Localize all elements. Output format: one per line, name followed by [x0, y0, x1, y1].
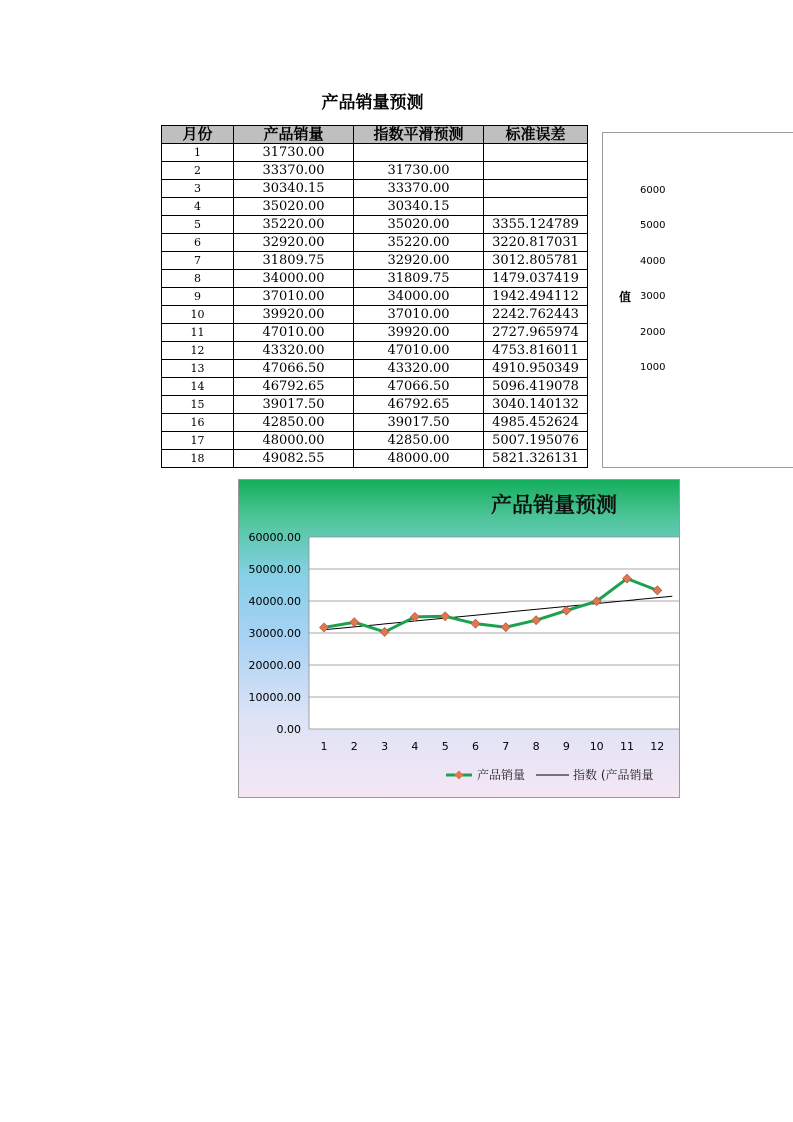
cell-forecast: 32920.00 [354, 252, 484, 270]
table-row [162, 198, 588, 216]
cell-month: 7 [162, 252, 234, 270]
cell-stderr [484, 144, 588, 162]
x-tick-label: 12 [650, 740, 665, 753]
cell-stderr: 1479.037419 [484, 270, 588, 288]
cell-sales: 37010.00 [234, 288, 354, 306]
cell-month: 4 [162, 198, 234, 216]
x-tick-label: 9 [562, 740, 570, 753]
cell-forecast: 30340.15 [354, 198, 484, 216]
forecast-table [161, 125, 588, 468]
cell-forecast: 47066.50 [354, 378, 484, 396]
cell-sales: 46792.65 [234, 378, 354, 396]
cell-month: 18 [162, 450, 234, 468]
header-sales: 产品销量 [234, 126, 354, 144]
cell-sales: 47066.50 [234, 360, 354, 378]
cell-forecast: 43320.00 [354, 360, 484, 378]
table-row [162, 144, 588, 162]
cell-sales: 30340.15 [234, 180, 354, 198]
table-row [162, 216, 588, 234]
y-tick-label: 50000.00 [248, 563, 301, 576]
y-tick-label: 10000.00 [248, 691, 301, 704]
legend-series-label: 产品销量 [477, 768, 526, 782]
side-chart-tick: 5000 [640, 220, 666, 231]
table-row [162, 252, 588, 270]
table-row [162, 360, 588, 378]
cell-forecast: 31809.75 [354, 270, 484, 288]
x-tick-label: 5 [441, 740, 449, 753]
cell-month: 14 [162, 378, 234, 396]
side-chart-tick: 4000 [640, 256, 666, 267]
cell-sales: 34000.00 [234, 270, 354, 288]
cell-month: 16 [162, 414, 234, 432]
side-chart-tick: 1000 [640, 362, 666, 373]
y-tick-label: 0.00 [276, 723, 301, 736]
table-header-row [162, 126, 588, 144]
legend-series-marker [455, 771, 464, 780]
x-tick-label: 8 [532, 740, 540, 753]
table-row [162, 306, 588, 324]
header-forecast: 指数平滑预测 [354, 126, 484, 144]
cell-sales: 33370.00 [234, 162, 354, 180]
cell-forecast: 31730.00 [354, 162, 484, 180]
legend-trend-label: 指数 (产品销量 [573, 768, 654, 782]
cell-stderr [484, 180, 588, 198]
cell-forecast: 35220.00 [354, 234, 484, 252]
cell-sales: 42850.00 [234, 414, 354, 432]
cell-sales: 35020.00 [234, 198, 354, 216]
cell-month: 12 [162, 342, 234, 360]
y-tick-label: 40000.00 [248, 595, 301, 608]
cell-month: 5 [162, 216, 234, 234]
header-stderr: 标准误差 [484, 126, 588, 144]
cell-forecast: 47010.00 [354, 342, 484, 360]
cell-stderr: 2242.762443 [484, 306, 588, 324]
table-row [162, 180, 588, 198]
cell-forecast: 48000.00 [354, 450, 484, 468]
table-row [162, 270, 588, 288]
cell-month: 11 [162, 324, 234, 342]
table-row [162, 324, 588, 342]
table-row [162, 162, 588, 180]
cell-forecast: 34000.00 [354, 288, 484, 306]
cell-month: 13 [162, 360, 234, 378]
cell-stderr: 4753.816011 [484, 342, 588, 360]
table-row [162, 414, 588, 432]
table-row [162, 432, 588, 450]
cell-stderr [484, 162, 588, 180]
cell-sales: 49082.55 [234, 450, 354, 468]
cell-stderr: 2727.965974 [484, 324, 588, 342]
cell-forecast: 35020.00 [354, 216, 484, 234]
table-row [162, 396, 588, 414]
cell-month: 15 [162, 396, 234, 414]
cell-sales: 32920.00 [234, 234, 354, 252]
cell-month: 3 [162, 180, 234, 198]
header-month: 月份 [162, 126, 234, 144]
sheet-title: 产品销量预测 [321, 93, 424, 113]
table-row [162, 342, 588, 360]
cell-stderr: 5821.326131 [484, 450, 588, 468]
cell-sales: 47010.00 [234, 324, 354, 342]
cell-month: 8 [162, 270, 234, 288]
cell-stderr: 3355.124789 [484, 216, 588, 234]
x-tick-label: 4 [411, 740, 419, 753]
cell-month: 10 [162, 306, 234, 324]
cell-sales: 43320.00 [234, 342, 354, 360]
cell-sales: 48000.00 [234, 432, 354, 450]
cell-stderr: 4910.950349 [484, 360, 588, 378]
cell-stderr: 5096.419078 [484, 378, 588, 396]
sales-forecast-chart [238, 479, 680, 798]
x-tick-label: 2 [350, 740, 358, 753]
side-chart-tick: 3000 [640, 291, 666, 302]
x-tick-label: 3 [381, 740, 389, 753]
cell-stderr: 3012.805781 [484, 252, 588, 270]
cell-stderr: 3220.817031 [484, 234, 588, 252]
cell-forecast: 42850.00 [354, 432, 484, 450]
cell-sales: 31730.00 [234, 144, 354, 162]
cell-month: 1 [162, 144, 234, 162]
cell-stderr: 1942.494112 [484, 288, 588, 306]
table-row [162, 450, 588, 468]
cell-forecast: 39920.00 [354, 324, 484, 342]
cell-forecast: 39017.50 [354, 414, 484, 432]
cell-stderr: 5007.195076 [484, 432, 588, 450]
y-tick-label: 30000.00 [248, 627, 301, 640]
x-tick-label: 1 [320, 740, 328, 753]
chart-canvas [239, 480, 679, 797]
x-tick-label: 7 [502, 740, 510, 753]
cell-month: 6 [162, 234, 234, 252]
side-chart-tick: 2000 [640, 327, 666, 338]
cell-month: 2 [162, 162, 234, 180]
cell-month: 17 [162, 432, 234, 450]
side-chart-ylabel: 值 [619, 290, 632, 304]
cell-sales: 31809.75 [234, 252, 354, 270]
cell-stderr: 4985.452624 [484, 414, 588, 432]
x-tick-label: 11 [620, 740, 634, 753]
cell-sales: 39920.00 [234, 306, 354, 324]
cell-forecast: 33370.00 [354, 180, 484, 198]
cell-forecast: 37010.00 [354, 306, 484, 324]
y-tick-label: 20000.00 [248, 659, 301, 672]
cell-stderr: 3040.140132 [484, 396, 588, 414]
cell-forecast: 46792.65 [354, 396, 484, 414]
table-row [162, 234, 588, 252]
cell-month: 9 [162, 288, 234, 306]
x-tick-label: 6 [472, 740, 479, 753]
cell-stderr [484, 198, 588, 216]
cell-forecast [354, 144, 484, 162]
table-row [162, 378, 588, 396]
side-chart [602, 132, 793, 468]
side-chart-tick: 6000 [640, 185, 666, 196]
cell-sales: 35220.00 [234, 216, 354, 234]
x-tick-label: 10 [589, 740, 604, 753]
chart-title: 产品销量预测 [491, 493, 617, 517]
table-row [162, 288, 588, 306]
y-tick-label: 60000.00 [248, 531, 301, 544]
cell-sales: 39017.50 [234, 396, 354, 414]
